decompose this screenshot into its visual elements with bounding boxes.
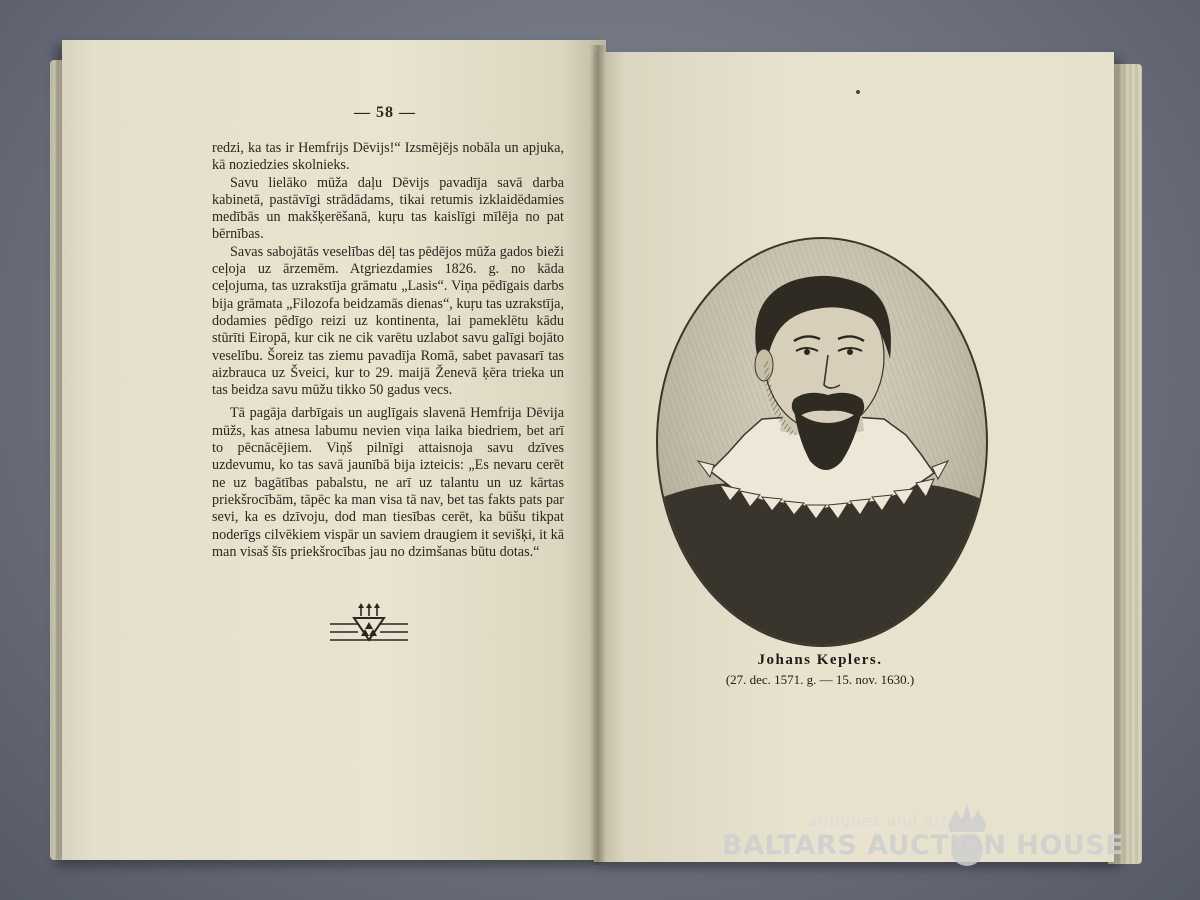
watermark-tagline: antiques and art <box>808 812 948 830</box>
body-text <box>212 140 564 561</box>
watermark-name: BALTARS AUCTION HOUSE <box>722 830 1125 861</box>
portrait-caption-dates: (27. dec. 1571. g. — 15. nov. 1630.) <box>725 672 915 687</box>
paper-speck <box>856 90 860 94</box>
portrait-caption-name: Johans Keplers. <box>757 652 883 668</box>
paragraph: Savas sabojātās veselības dēļ tas pēdējos mūža gados bieži ceļoja uz ārzemēm. Atgriezdamies 1826. g. no kāda ceļojuma, tas uzrakstīja grāmatu „Lasis“. Viņa pēdīgais darbs bija grāmata „Filozofa beidzamās dienas“, kuŗu tas uzrakstīja, dodamies pēdīgo reizi uz kontinenta, lai pameklētu kādu stūrīti Eiropā, kur cik ne cik varētu uzlabot savu galīgi bojāto veselību. Šoreiz tas ziemu pavadīja Romā, sabet pavasarī tas aizbrauca uz Šveici, kur to 29. maijā Ženevā ķēra trieka un tas beidza savu mūžu tikko 50 gadus vecs. <box>212 243 564 399</box>
printer-ornament-icon <box>328 602 410 648</box>
paragraph: Savu lielāko mūža daļu Dēvijs pavadīja savā darba kabinetā, pastāvīgi strādādams, tikai retumis izklaidēdamies medībās un makšķerēšanā, kuŗu tas kaislīgi mīlēja no pat bērnības. <box>212 174 564 243</box>
portrait-engraving <box>656 237 988 647</box>
portrait-illustration <box>658 239 986 645</box>
book-gutter <box>590 45 606 865</box>
page-number: — 58 — <box>354 104 416 121</box>
paragraph: redzi, ka tas ir Hemfrijs Dēvijs!“ Izsmējējs nobāla un apjuka, kā noziedzies skolnieks. <box>212 140 564 174</box>
paragraph: Tā pagāja darbīgais un auglīgais slavenā Hemfrija Dēvija mūžs, kas atnesa labumu nevien viņa laika biedriem, bet arī to pēcnācējiem. Viņš pilnīgi attaisnoja savu dzīves uzdevumu, ko tas savā jaunībā bija izteicis: „Es nevaru cerēt ne uz bagātības pabalstu, ne arī uz talantu un uz kārtas priekšrocībām, tāpēc ka man visa tā nav, bet tas fakts pats par sevi, ka es dzīvoju, dod man tiesības cerēt, ka būšu tikpat noderīgs cilvēkiem vispār un saviem draugiem it sevišķi, it kā man visaš šīs priekšrocības jau no dzimšanas būtu dotas.“ <box>212 405 564 560</box>
